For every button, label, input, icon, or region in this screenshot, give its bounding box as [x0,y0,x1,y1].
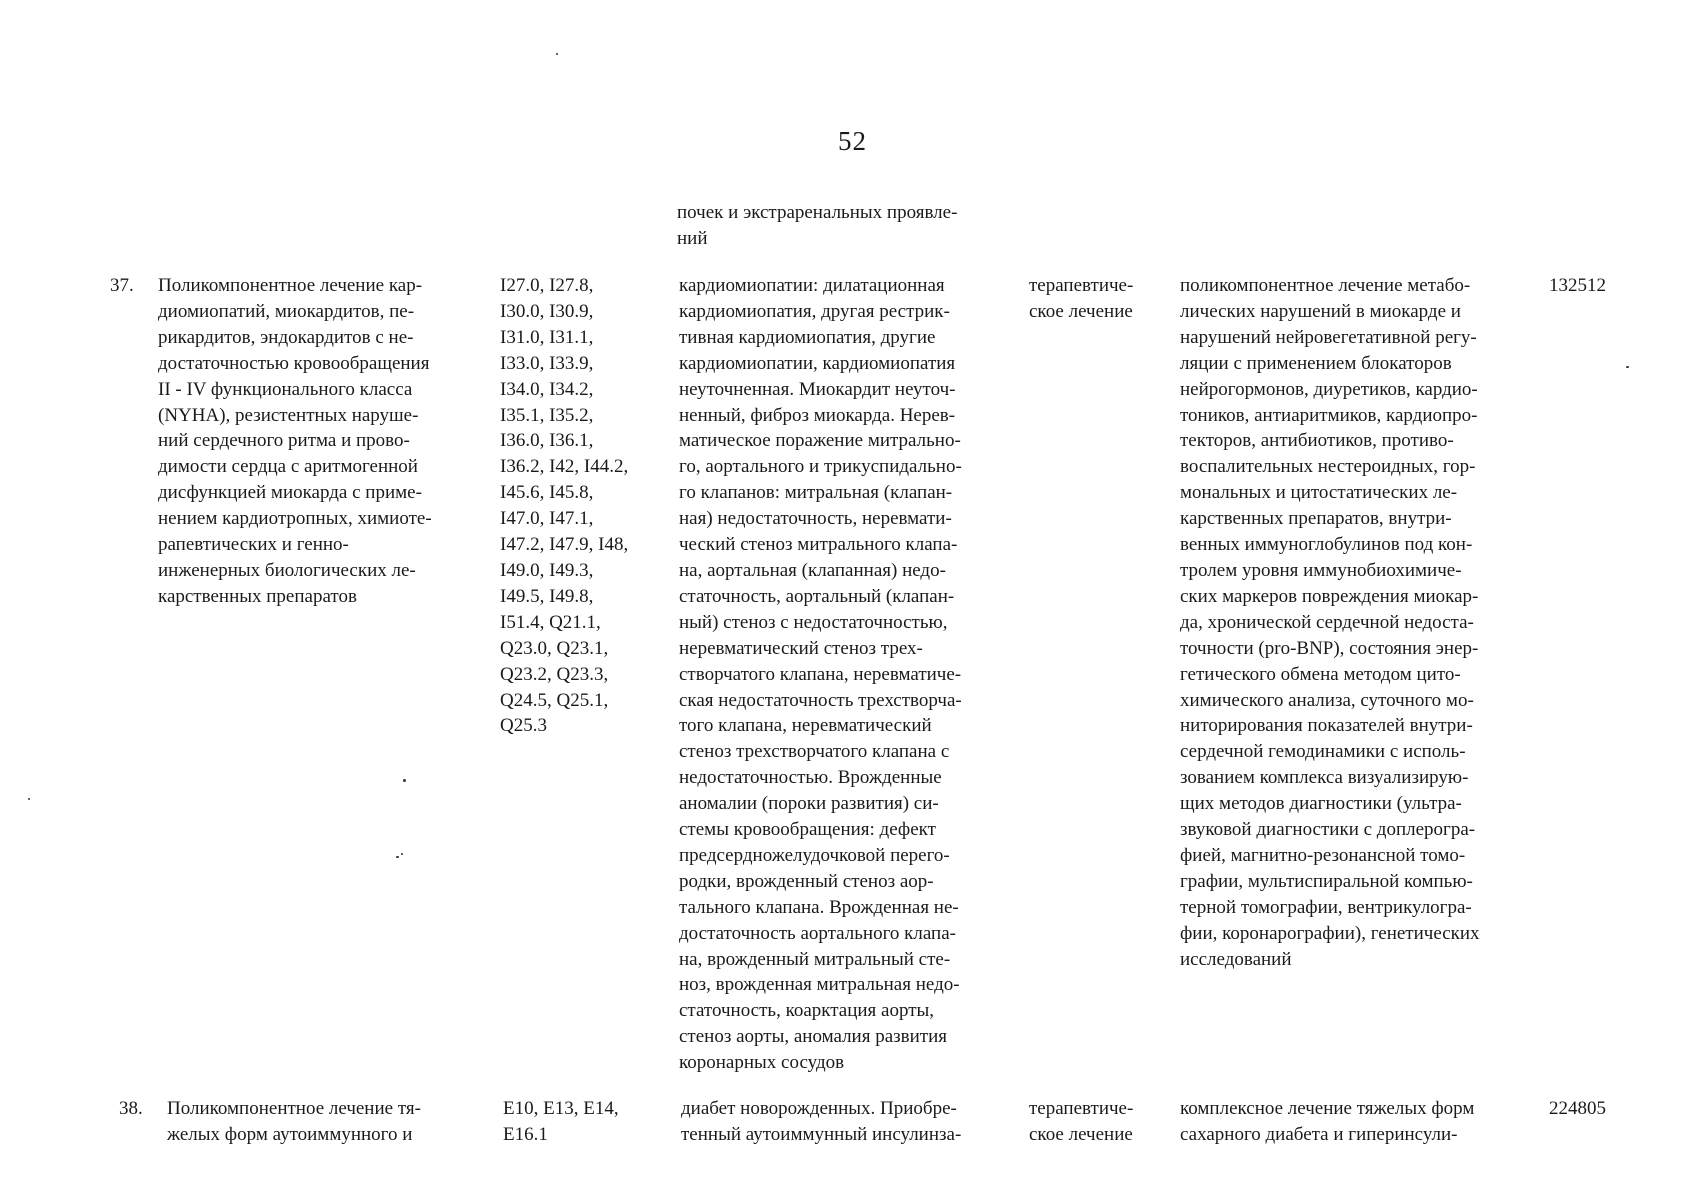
text-line: аномалии (пороки развития) си- [679,793,939,815]
text-line: I33.0, I33.9, [500,352,594,374]
text-line: тивная кардиомиопатия, другие [679,326,936,348]
text-line: ниторирования показателей внутри- [1180,715,1473,737]
text-line: I47.2, I47.9, I48, [500,534,629,556]
text-line: венных иммуноглобулинов под кон- [1180,534,1473,556]
text-line: го клапанов: митральная (клапан- [679,482,953,504]
text-line: терапевтиче- [1029,1098,1134,1119]
text-line: кардиомиопатии, кардиомиопатия [679,352,956,374]
cost-value: 224805 [1549,1098,1606,1119]
text-line: I49.0, I49.3, [500,559,594,581]
text-line: лических нарушений в миокарде и [1180,300,1461,322]
treatment-name [167,1096,421,1148]
text-line: I47.0, I47.1, [500,508,594,530]
text-line: инженерных биологических ле- [158,559,416,581]
text-line: коронарных сосудов [679,1052,845,1074]
text-line: желых форм аутоиммунного и [167,1123,413,1145]
text-line: карственных препаратов [158,585,357,607]
text-line: терапевтиче- [1029,275,1134,296]
text-line: нарушений нейровегетативной регу- [1180,326,1477,348]
text-line: звуковой диагностики с доплерогра- [1180,819,1476,841]
text-line: ское лечение [1029,300,1133,322]
text-line: статочность, аортальный (клапан- [679,585,955,607]
text-line: достаточность аортального клапа- [679,922,956,944]
text-line: II - IV функционального класса [158,378,413,400]
text-line: ний сердечного ритма и прово- [158,430,410,452]
text-line: ноз, врожденная митральная недо- [679,974,960,996]
text-line: I36.0, I36.1, [500,430,594,452]
text-line: матическое поражение митрально- [679,430,961,452]
text-line: тролем уровня иммунобиохимиче- [1180,559,1462,581]
text-line: ная) недостаточность, неревмати- [679,508,952,530]
text-line: ское лечение [1029,1123,1133,1145]
cost-value: 132512 [1549,275,1606,296]
continuation-text [677,200,1017,252]
text-line: того клапана, неревматический [679,715,932,737]
text-line: ская недостаточность трехстворча- [679,689,962,711]
text-line: дисфункцией миокарда с приме- [158,482,422,504]
text-line: ненный, фиброз миокарда. Нерев- [679,404,956,426]
text-line: I36.2, I42, I44.2, [500,456,629,478]
text-line: ских маркеров повреждения миокар- [1180,585,1479,607]
text-line: фией, магнитно-резонансной томо- [1180,844,1466,866]
text-line: поликомпонентное лечение метабо- [1180,275,1471,296]
text-line: карственных препаратов, внутри- [1180,508,1452,530]
text-line: Q23.0, Q23.1, [500,637,609,659]
text-line: предсердножелудочковой перего- [679,844,950,866]
text-line: I45.6, I45.8, [500,482,594,504]
text-line: терной томографии, вентрикулогра- [1180,896,1472,918]
text-line: сахарного диабета и гиперинсули- [1180,1123,1458,1145]
text-line: почек и экстраренальных проявле- [677,202,958,223]
text-line: точности (pro-BNP), состояния энер- [1180,637,1479,659]
text-line: кардиомиопатия, другая рестрик- [679,300,950,322]
text-line: I51.4, Q21.1, [500,611,601,633]
text-line: тоников, антиаритмиков, кардиопро- [1180,404,1478,426]
text-line: димости сердца с аритмогенной [158,456,418,478]
text-line: недостаточностью. Врожденные [679,767,942,789]
text-line: стеноз трехстворчатого клапана с [679,741,950,763]
text-line: I31.0, I31.1, [500,326,594,348]
treatment-name [158,273,432,610]
text-line: да, хронической сердечной недоста- [1180,611,1474,633]
text-line: го, аортального и трикуспидально- [679,456,962,478]
text-line: родки, врожденный стеноз аор- [679,870,934,892]
text-line: I49.5, I49.8, [500,585,594,607]
text-line: диомиопатий, миокардитов, пе- [158,300,415,322]
text-line: воспалительных нестероидных, гор- [1180,456,1476,478]
scan-speck [556,53,558,55]
text-line: статочность, коарктация аорты, [679,1000,935,1022]
text-line: нейрогормонов, диуретиков, кардио- [1180,378,1478,400]
text-line: Q24.5, Q25.1, [500,689,609,711]
text-line: Поликомпонентное лечение тя- [167,1098,421,1119]
text-line: ческий стеноз митрального клапа- [679,534,958,556]
page-number: 52 [838,126,867,156]
patient-model [679,273,962,1076]
text-line: рикардитов, эндокардитов с не- [158,326,414,348]
text-line: Поликомпонентное лечение кар- [158,275,423,296]
text-line: диабет новорожденных. Приобре- [681,1098,957,1119]
text-line: достаточностью кровообращения [158,352,430,374]
text-line: гетического обмена методом цито- [1180,663,1461,685]
text-line: (NYHA), резистентных наруше- [158,404,419,426]
text-line: I27.0, I27.8, [500,275,594,296]
text-line: I30.0, I30.9, [500,300,594,322]
treatment-type [1029,1096,1133,1148]
treatment-method [1180,1096,1474,1148]
treatment-type [1029,273,1133,325]
text-line: сердечной гемодинамики с исполь- [1180,741,1466,763]
text-line: химического анализа, суточного мо- [1180,689,1474,711]
text-line: на, аортальная (клапанная) недо- [679,559,946,581]
icd-codes [500,273,628,739]
text-line: зованием комплекса визуализирую- [1180,767,1469,789]
text-line: исследований [1180,948,1292,970]
scan-speck [396,856,399,858]
text-line: щих методов диагностики (ультра- [1180,793,1462,815]
text-line: ляции с применением блокаторов [1180,352,1452,374]
scan-speck [403,779,406,782]
text-line: I34.0, I34.2, [500,378,594,400]
text-line: Q23.2, Q23.3, [500,663,609,685]
text-line: Q25.3 [500,715,547,737]
text-line: ный) стеноз с недостаточностью, [679,611,948,633]
text-line: рапевтических и генно- [158,534,349,556]
text-line: створчатого клапана, неревматиче- [679,663,962,685]
row-number: 38. [119,1098,143,1119]
text-line: графии, мультиспиральной компью- [1180,870,1473,892]
text-line: неревматический стеноз трех- [679,637,923,659]
text-line: E16.1 [503,1123,548,1145]
icd-codes [503,1096,619,1148]
scan-speck [401,853,403,855]
row-number: 37. [110,275,134,296]
text-line: I35.1, I35.2, [500,404,594,426]
text-line: стемы кровообращения: дефект [679,819,936,841]
text-line: на, врожденный митральный сте- [679,948,951,970]
text-line: комплексное лечение тяжелых форм [1180,1098,1475,1119]
text-line: мональных и цитостатических ле- [1180,482,1458,504]
text-line: тального клапана. Врожденная не- [679,896,959,918]
text-line: E10, E13, E14, [503,1098,619,1119]
text-line: кардиомиопатии: дилатационная [679,275,945,296]
patient-model [681,1096,961,1148]
text-line: нением кардиотропных, химиоте- [158,508,432,530]
text-line: текторов, антибиотиков, противо- [1180,430,1454,452]
text-line: фии, коронарографии), генетических [1180,922,1480,944]
scan-speck [1626,366,1629,368]
text-line: ний [677,227,708,249]
treatment-method [1180,273,1480,972]
text-line: тенный аутоиммунный инсулинза- [681,1123,962,1145]
text-line: стеноз аорты, аномалия развития [679,1026,948,1048]
scan-speck [28,798,30,800]
text-line: неуточненная. Миокардит неуточ- [679,378,956,400]
